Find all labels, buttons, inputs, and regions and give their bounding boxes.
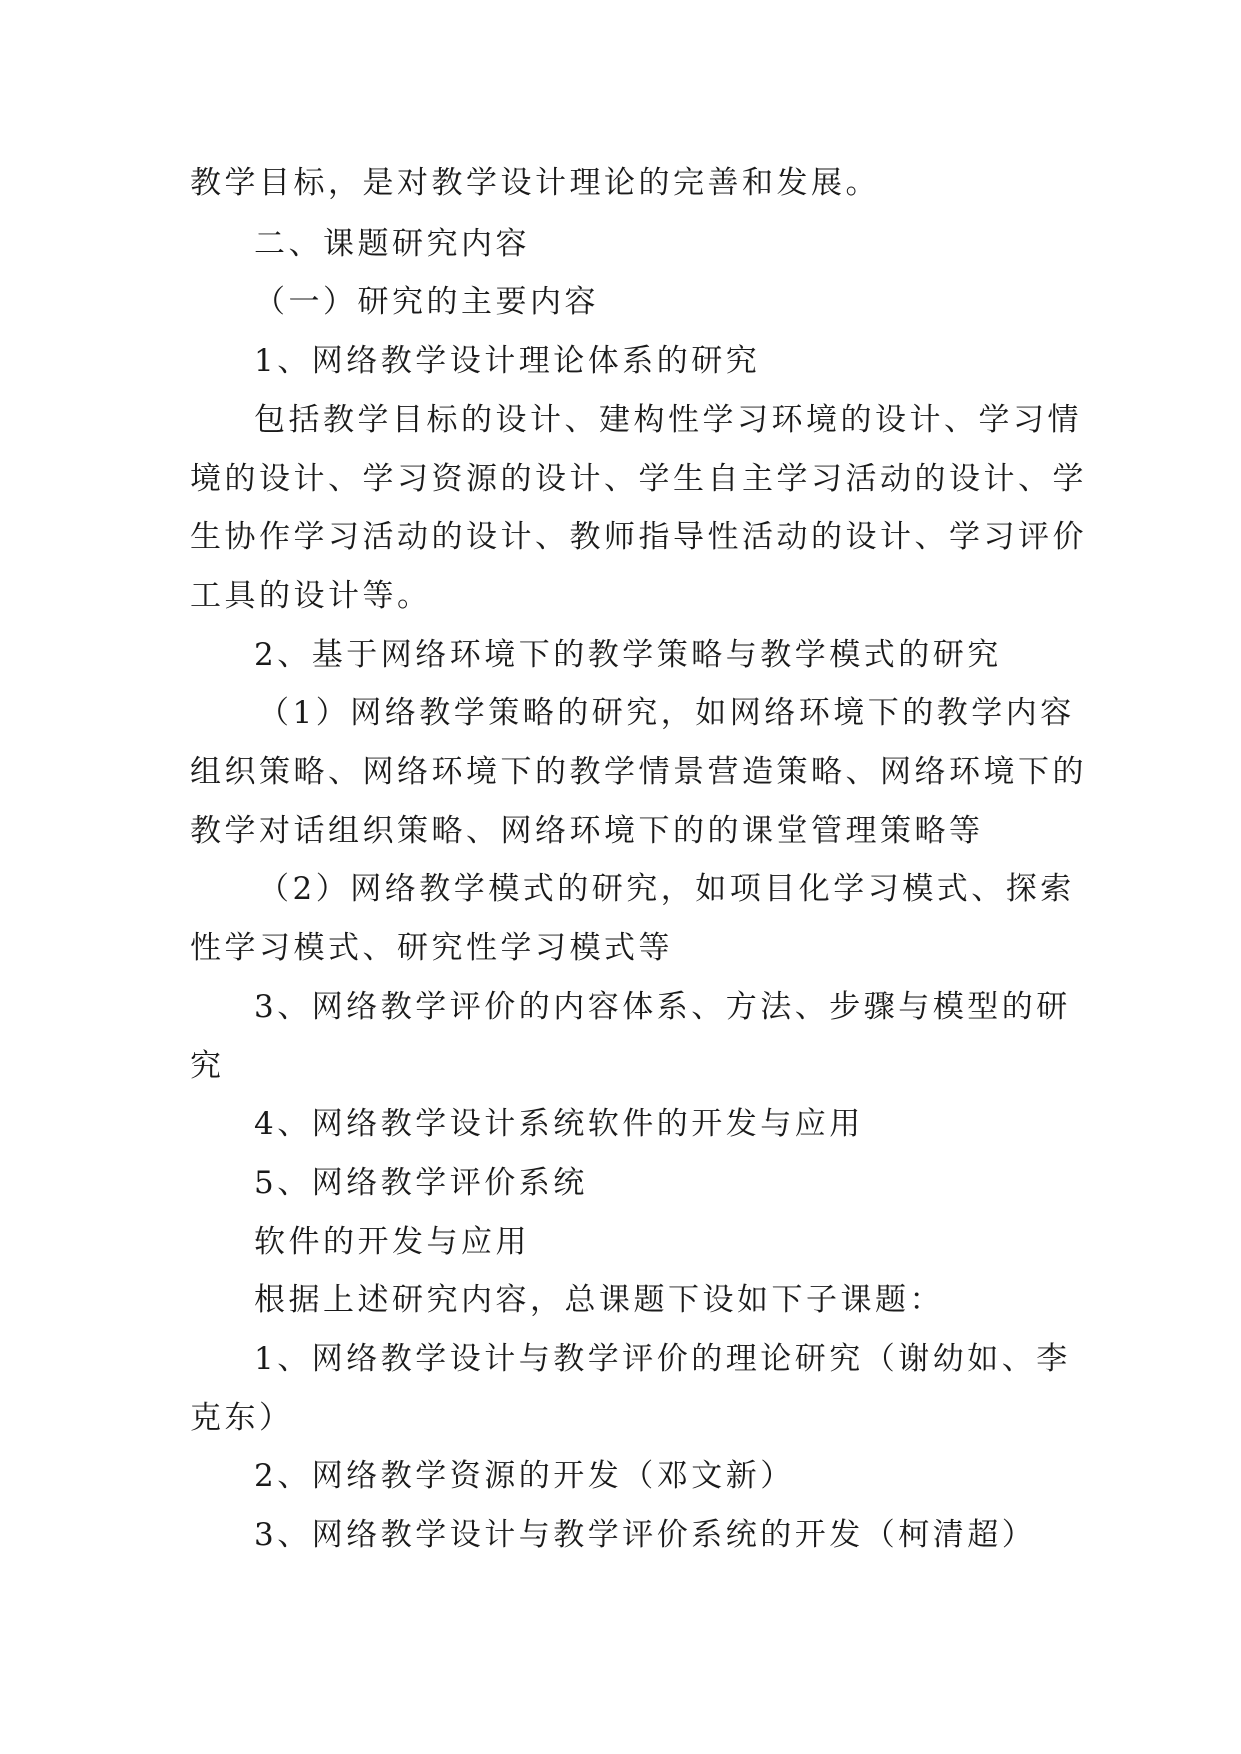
list-item-heading: 4、网络教学设计系统软件的开发与应用	[254, 1106, 864, 1142]
paragraph-line: 教学对话组织策略、网络环境下的的课堂管理策略等	[190, 813, 984, 849]
list-item-heading: 5、网络教学评价系统	[254, 1165, 588, 1201]
list-item-heading: 2、网络教学资源的开发（邓文新）	[254, 1458, 795, 1494]
paragraph-line: 究	[190, 1048, 225, 1084]
paragraph-line: 组织策略、网络环境下的教学情景营造策略、网络环境下的	[190, 754, 1087, 790]
list-item-heading: 2、基于网络环境下的教学策略与教学模式的研究	[254, 637, 1002, 673]
paragraph-line: 教学目标，是对教学设计理论的完善和发展。	[190, 165, 880, 201]
paragraph-line: 软件的开发与应用	[254, 1224, 530, 1260]
section-heading: 二、课题研究内容	[254, 226, 530, 262]
paragraph-line: 性学习模式、研究性学习模式等	[190, 930, 673, 966]
paragraph-line: （1）网络教学策略的研究，如网络环境下的教学内容	[258, 695, 1075, 731]
paragraph-line: 根据上述研究内容，总课题下设如下子课题：	[254, 1282, 944, 1318]
paragraph-line: 克东）	[190, 1400, 294, 1436]
subsection-heading: （一）研究的主要内容	[254, 284, 599, 320]
list-item-heading: 3、网络教学评价的内容体系、方法、步骤与模型的研	[254, 989, 1071, 1025]
paragraph-line: 生协作学习活动的设计、教师指导性活动的设计、学习评价	[190, 519, 1087, 555]
paragraph-line: 包括教学目标的设计、建构性学习环境的设计、学习情	[254, 402, 1082, 438]
paragraph-line: 境的设计、学习资源的设计、学生自主学习活动的设计、学	[190, 461, 1087, 497]
list-item-heading: 1、网络教学设计与教学评价的理论研究（谢幼如、李	[254, 1341, 1071, 1377]
list-item-heading: 1、网络教学设计理论体系的研究	[254, 343, 761, 379]
paragraph-line: 工具的设计等。	[190, 578, 432, 614]
paragraph-line: （2）网络教学模式的研究，如项目化学习模式、探索	[258, 871, 1075, 907]
list-item-heading: 3、网络教学设计与教学评价系统的开发（柯清超）	[254, 1517, 1037, 1553]
